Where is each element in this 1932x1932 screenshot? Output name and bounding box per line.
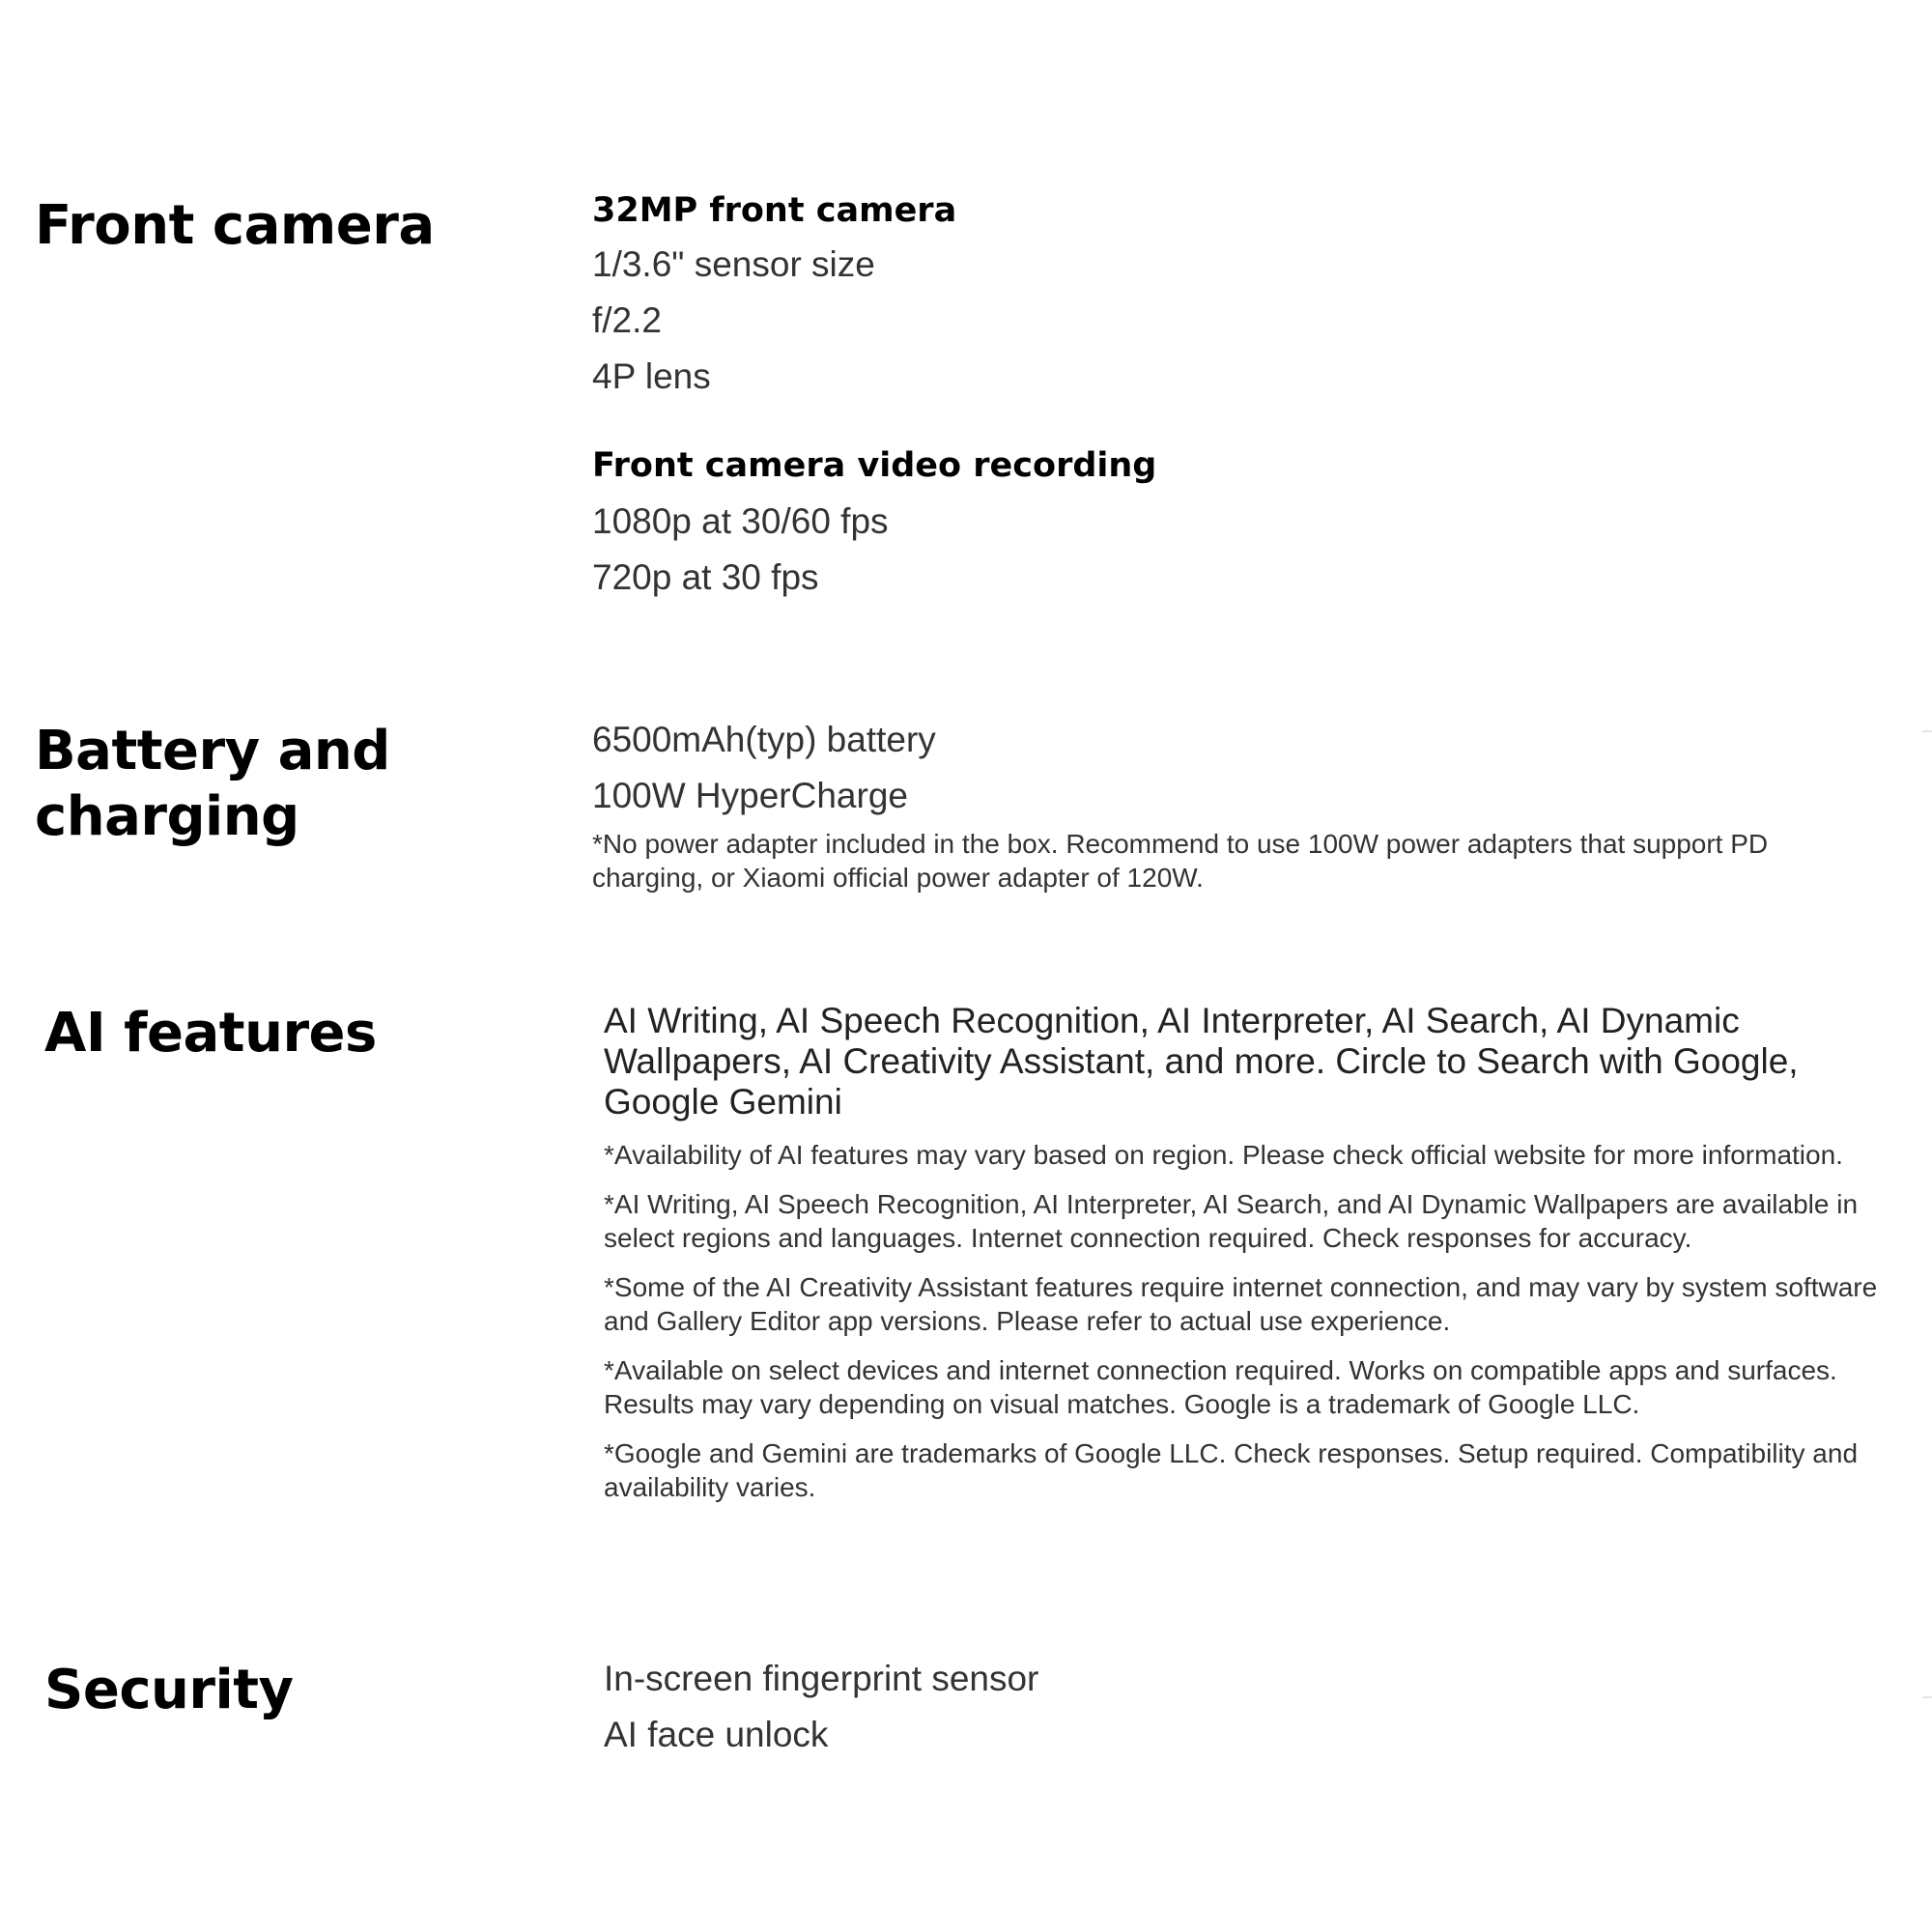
front-camera-heading: 32MP front camera: [592, 191, 957, 230]
edge-divider: [1922, 730, 1932, 732]
ai-features-specs: [604, 1001, 1889, 1520]
ai-footnote: *AI Writing, AI Speech Recognition, AI Interpreter, AI Search, and AI Dynamic Wallpapers are available in select regions and languages. Internet connection required. Check responses for accuracy.: [604, 1189, 1859, 1253]
ai-footnote: *Google and Gemini are trademarks of Google LLC. Check responses. Setup required. Compatibility and availability varies.: [604, 1438, 1859, 1502]
ai-features-title: AI features: [44, 1002, 377, 1065]
security-spec: AI face unlock: [604, 1715, 829, 1754]
video-recording-heading: Front camera video recording: [592, 446, 1157, 485]
battery-title: [35, 719, 390, 850]
battery-spec: 6500mAh(typ) battery: [592, 720, 936, 759]
battery-footnote: *No power adapter included in the box. Recommend to use 100W power adapters that support PD charging, or Xiaomi official power adapter of 120W.: [592, 829, 1769, 893]
front-camera-title: Front camera: [35, 194, 435, 257]
video-recording-spec: 1080p at 30/60 fps: [592, 501, 889, 541]
edge-divider: [1922, 1696, 1932, 1698]
security-spec: In-screen fingerprint sensor: [604, 1659, 1039, 1698]
front-camera-spec: f/2.2: [592, 300, 662, 340]
security-title: Security: [44, 1659, 294, 1721]
front-camera-specs: [592, 189, 1887, 612]
ai-footnote: *Some of the AI Creativity Assistant features require internet connection, and may vary by system software and Gallery Editor app versions. Please refer to actual use experience.: [604, 1272, 1878, 1336]
front-camera-spec: 4P lens: [592, 356, 711, 396]
video-recording-spec: 720p at 30 fps: [592, 557, 819, 597]
battery-specs: [592, 719, 1887, 910]
ai-features-summary: AI Writing, AI Speech Recognition, AI Interpreter, AI Search, AI Dynamic Wallpapers, AI Creativity Assistant, and more. Circle to Search with Google, Google Gemini: [604, 1001, 1799, 1122]
front-camera-spec: 1/3.6" sensor size: [592, 244, 875, 284]
battery-title-line: Battery and: [35, 720, 390, 782]
battery-title-line: charging: [35, 785, 299, 848]
battery-spec: 100W HyperCharge: [592, 776, 908, 815]
ai-footnote: *Availability of AI features may vary based on region. Please check official website for more information.: [604, 1140, 1843, 1170]
ai-footnote: *Available on select devices and internet connection required. Works on compatible apps and surfaces. Results may vary depending on visual matches. Google is a trademark of Google LLC.: [604, 1355, 1837, 1419]
security-specs: [604, 1658, 1889, 1770]
